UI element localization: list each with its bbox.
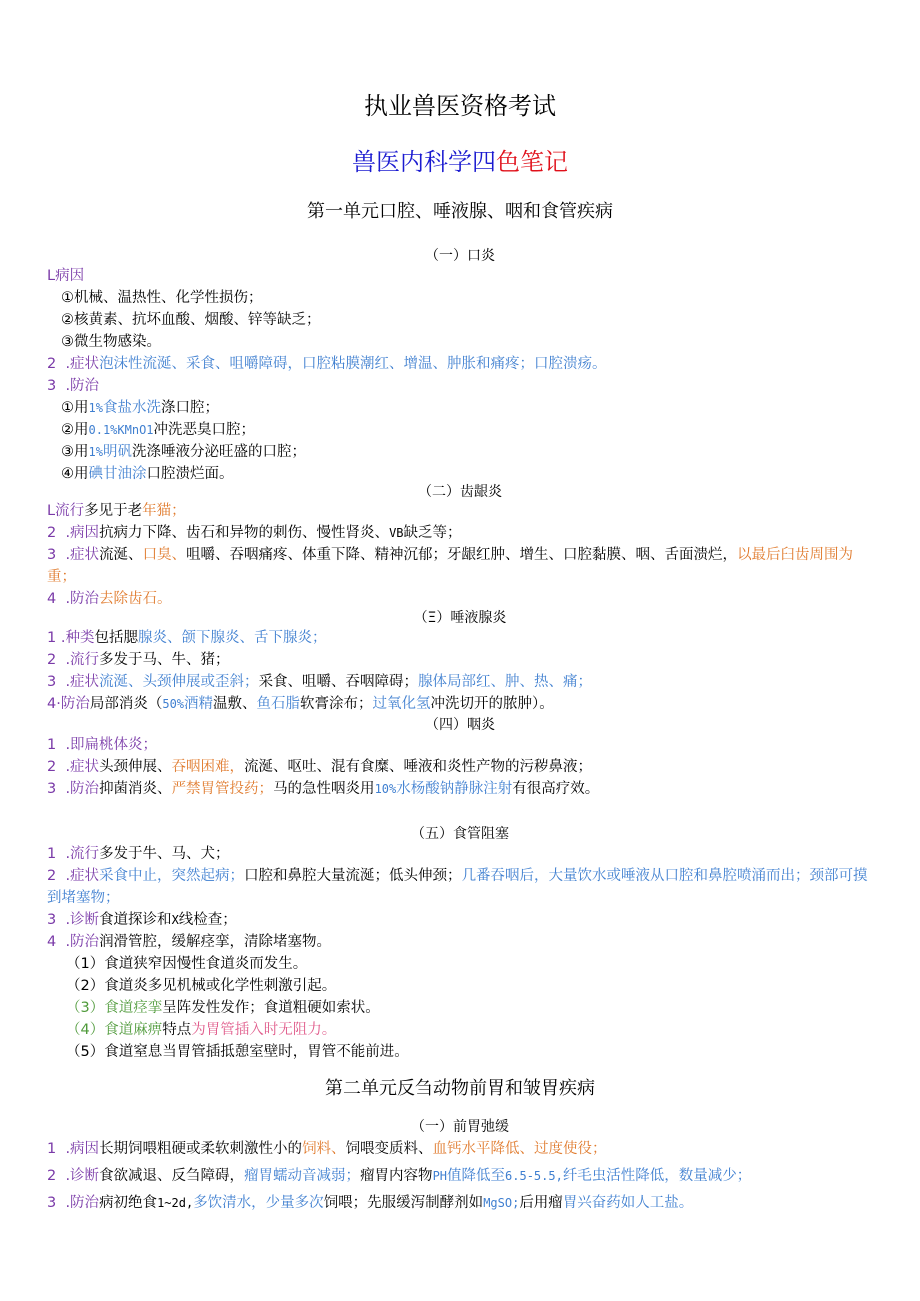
list-item: ②核黄素、抗坏血酸、烟酸、锌等缺乏； — [61, 312, 321, 328]
list-item: 3 .防治病初绝食1~2d,多饮清水，少量多次饲喂；先服缓泻制酵剂如MgSO;后用瘤胃兴奋药如人工盐。 — [47, 1195, 694, 1211]
notes-title — [0, 142, 920, 177]
list-item: ④用碘甘油涂口腔溃烂面。 — [61, 466, 234, 482]
section-title: （四）咽炎 — [425, 717, 495, 733]
notes-title-red: 色笔记 — [496, 148, 568, 176]
list-item: 2 .症状头颈伸展、吞咽困难，流涎、呕吐、混有食糜、唾液和炎性产物的污秽鼻液； — [47, 759, 593, 775]
exam-title: 执业兽医资格考试 — [364, 92, 556, 120]
list-item: （2）食道炎多见机械或化学性刺激引起。 — [66, 978, 337, 994]
list-item: 3 .症状流涎、口臭、咀嚼、吞咽痛疼、体重下降、精神沉郁；牙龈红肿、增生、口腔黏膜、咽、舌面溃烂，以最后臼齿周围为重； — [47, 547, 854, 585]
list-item: （4）食道麻痹特点为胃管插入时无阻力。 — [66, 1022, 337, 1038]
list-item: 4 .防治去除齿石。 — [47, 591, 172, 607]
list-item: 1 .即扁桃体炎； — [47, 737, 158, 753]
section-title: （五）食管阻塞 — [411, 826, 509, 842]
list-item: 2 .诊断食欲减退、反刍障碍，瘤胃蠕动音减弱；瘤胃内容物PH值降低至6.5-5.5,纤毛虫活性降低，数量减少； — [47, 1168, 752, 1184]
list-item: ③用1%明矾洗涤唾液分泌旺盛的口腔； — [61, 444, 306, 460]
list-item: 2 .症状采食中止，突然起病；口腔和鼻腔大量流涎；低头伸颈；几番吞咽后，大量饮水或唾液从口腔和鼻腔喷涌而出；颈部可摸到堵塞物； — [47, 868, 868, 906]
list-item: 1 .流行多发于牛、马、犬； — [47, 846, 230, 862]
list-item: ①机械、温热性、化学性损伤； — [61, 290, 263, 306]
list-item: L流行多见于老年猫； — [47, 503, 186, 519]
list-item: 2 .流行多发于马、牛、猪； — [47, 652, 230, 668]
list-item: ②用0.1%KMnO1冲洗恶臭口腔； — [61, 422, 256, 438]
list-item: 4·防治局部消炎（50%酒精温敷、鱼石脂软膏涂布；过氧化氢冲洗切开的脓肿）。 — [47, 696, 554, 712]
section-title: （一）前胃弛缓 — [411, 1119, 509, 1135]
list-item: 3 .症状流涎、头颈伸展或歪斜；采食、咀嚼、吞咽障碍；腺体局部红、肿、热、痛； — [47, 674, 593, 690]
section-title: （一）口炎 — [425, 248, 495, 264]
list-item: 4 .防治润滑管腔，缓解痉挛，清除堵塞物。 — [47, 934, 332, 950]
list-item: 1 .病因长期饲喂粗硬或柔软刺激性小的饲料、饲喂变质料、血钙水平降低、过度使役； — [47, 1141, 607, 1157]
list-item: ③微生物感染。 — [61, 334, 161, 350]
list-item: ①用1%食盐水洗涤口腔； — [61, 400, 219, 416]
unit1-heading: 第一单元口腔、唾液腺、咽和食管疾病 — [307, 201, 613, 222]
list-item: 1 .种类包括腮腺炎、颌下腺炎、舌下腺炎； — [47, 630, 327, 646]
list-item: 3 .防治抑菌消炎、严禁胃管投药；马的急性咽炎用10%水杨酸钠静脉注射有很高疗效。 — [47, 781, 600, 797]
section-title: （Ξ）唾液腺炎 — [413, 610, 507, 626]
section-title: （二）齿龈炎 — [418, 484, 502, 500]
list-item: （1）食道狭窄因慢性食道炎而发生。 — [66, 956, 308, 972]
list-item: L病因 — [47, 268, 85, 284]
list-item: （5）食道窒息当胃管插抵憩室壁时，胃管不能前进。 — [66, 1044, 409, 1060]
list-item: 3 .诊断食道探诊和X线检查； — [47, 912, 237, 928]
notes-title-blue: 兽医内科学四 — [352, 148, 496, 176]
list-item: 3 .防治 — [47, 378, 100, 394]
list-item: 2 .症状泡沫性流涎、采食、咀嚼障碍，口腔粘膜潮红、增温、肿胀和痛疼；口腔溃疡。 — [47, 356, 607, 372]
list-item: （3）食道痉挛呈阵发性发作；食道粗硬如索状。 — [66, 1000, 380, 1016]
unit2-heading: 第二单元反刍动物前胃和皱胃疾病 — [325, 1078, 595, 1099]
list-item: 2 .病因抗病力下降、齿石和异物的刺伤、慢性肾炎、VB缺乏等； — [47, 525, 462, 541]
